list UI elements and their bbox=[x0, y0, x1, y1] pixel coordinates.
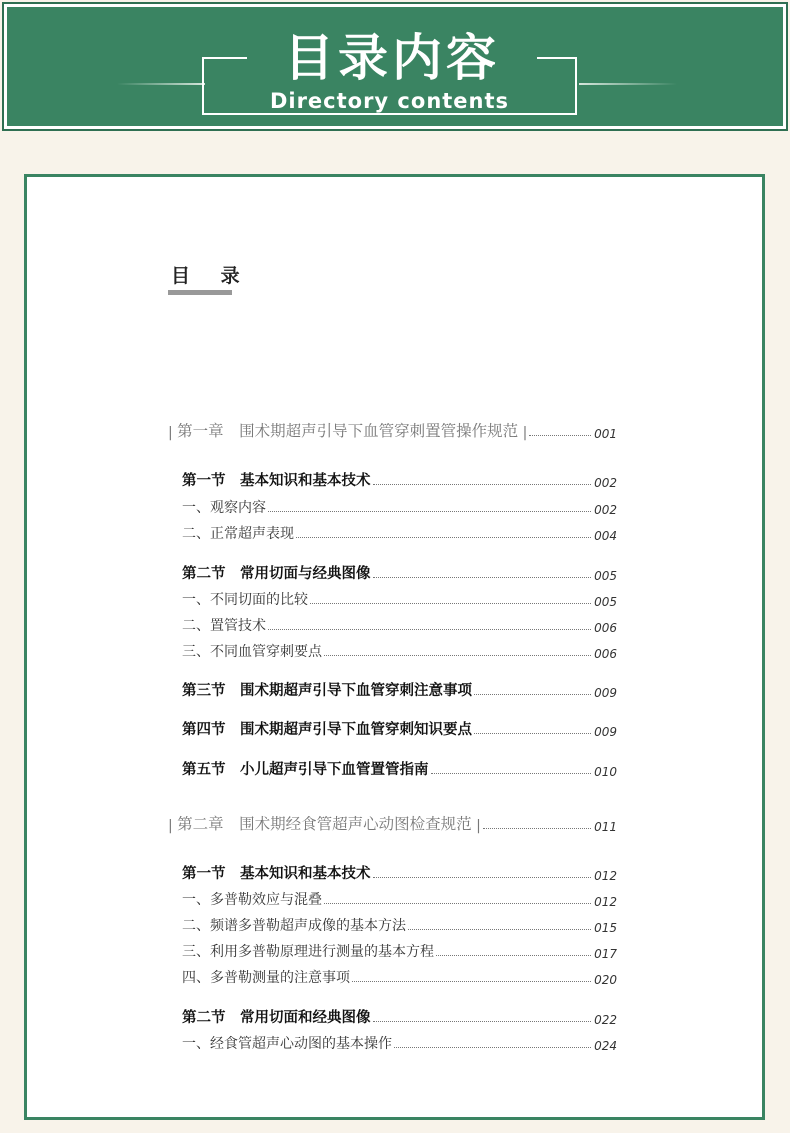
toc-entry-label: 第四节 围术期超声引导下血管穿刺知识要点 bbox=[182, 721, 472, 738]
chapter-marker-right: | bbox=[518, 425, 528, 441]
toc-entry-label: 一、不同切面的比较 bbox=[182, 592, 308, 608]
leader-dots bbox=[394, 1046, 591, 1048]
leader-dots bbox=[474, 693, 591, 695]
toc-entry-label: 第一节 基本知识和基本技术 bbox=[182, 472, 371, 489]
banner-title: 目录内容 bbox=[247, 29, 537, 87]
toc-entry-page: 006 bbox=[594, 621, 617, 635]
toc-heading-underline bbox=[168, 290, 232, 295]
toc-entry-section[interactable] bbox=[182, 563, 617, 583]
leader-dots bbox=[373, 1020, 592, 1022]
toc-entry-page: 017 bbox=[594, 947, 617, 961]
toc-entry-page: 002 bbox=[594, 476, 617, 490]
toc-entry-chapter[interactable] bbox=[168, 812, 617, 834]
toc-entry-item[interactable] bbox=[182, 615, 617, 635]
toc-entry-section[interactable] bbox=[182, 680, 617, 700]
toc-entry-label: 一、经食管超声心动图的基本操作 bbox=[182, 1036, 392, 1052]
toc-entry-page: 020 bbox=[594, 973, 617, 987]
toc-entry-section[interactable] bbox=[182, 863, 617, 883]
leader-dots bbox=[373, 576, 592, 578]
toc-entry-item[interactable] bbox=[182, 523, 617, 543]
toc-entry-label: 四、多普勒测量的注意事项 bbox=[182, 970, 350, 986]
toc-entry-page: 002 bbox=[594, 503, 617, 517]
toc-entry-item[interactable] bbox=[182, 1033, 617, 1053]
toc-entry-label: 第一节 基本知识和基本技术 bbox=[182, 865, 371, 882]
toc-entry-label: 第二章 围术期经食管超声心动图检查规范 bbox=[177, 815, 472, 833]
toc-entry-label: 二、置管技术 bbox=[182, 618, 266, 634]
header-banner bbox=[0, 0, 790, 133]
toc-entry-item[interactable] bbox=[182, 589, 617, 609]
toc-entry-page: 011 bbox=[594, 820, 617, 834]
banner-divider-right bbox=[579, 83, 677, 85]
leader-dots bbox=[324, 654, 591, 656]
chapter-marker-right: | bbox=[471, 818, 481, 834]
toc-entry-label: 二、正常超声表现 bbox=[182, 526, 294, 542]
chapter-marker-left: | bbox=[168, 425, 178, 441]
toc-page bbox=[24, 174, 765, 1120]
toc-entry-label: 三、利用多普勒原理进行测量的基本方程 bbox=[182, 944, 434, 960]
toc-entry-page: 015 bbox=[594, 921, 617, 935]
toc-entry-page: 009 bbox=[594, 725, 617, 739]
toc-entry-label: 第一章 围术期超声引导下血管穿刺置管操作规范 bbox=[177, 422, 519, 440]
toc-entry-item[interactable] bbox=[182, 915, 617, 935]
leader-dots bbox=[436, 954, 591, 956]
leader-dots bbox=[373, 876, 592, 878]
toc-entry-label: 第二节 常用切面和经典图像 bbox=[182, 1009, 371, 1026]
leader-dots bbox=[373, 483, 592, 485]
toc-entry-label: 第二节 常用切面与经典图像 bbox=[182, 565, 371, 582]
toc-entry-section[interactable] bbox=[182, 470, 617, 490]
toc-entry-item[interactable] bbox=[182, 967, 617, 987]
leader-dots bbox=[296, 536, 591, 538]
banner-subtitle: Directory contents bbox=[269, 89, 510, 113]
toc-entry-page: 005 bbox=[594, 569, 617, 583]
toc-entry-item[interactable] bbox=[182, 497, 617, 517]
banner-panel bbox=[4, 4, 786, 129]
toc-entry-page: 006 bbox=[594, 647, 617, 661]
toc-entry-page: 009 bbox=[594, 686, 617, 700]
toc-entry-page: 001 bbox=[594, 427, 617, 441]
toc-entry-page: 012 bbox=[594, 869, 617, 883]
leader-dots bbox=[310, 602, 591, 604]
toc-entry-chapter[interactable] bbox=[168, 419, 617, 441]
leader-dots bbox=[474, 732, 591, 734]
toc-heading: 目 录 bbox=[171, 265, 252, 287]
chapter-marker-left: | bbox=[168, 818, 178, 834]
leader-dots bbox=[352, 980, 591, 982]
toc-entry-page: 010 bbox=[594, 765, 617, 779]
banner-divider-left bbox=[117, 83, 205, 85]
toc-entry-page: 004 bbox=[594, 529, 617, 543]
leader-dots bbox=[483, 827, 591, 829]
toc-entry-label: 一、多普勒效应与混叠 bbox=[182, 892, 322, 908]
leader-dots bbox=[324, 902, 591, 904]
toc-entry-label: 二、频谱多普勒超声成像的基本方法 bbox=[182, 918, 406, 934]
toc-entry-item[interactable] bbox=[182, 889, 617, 909]
toc-entry-label: 三、不同血管穿刺要点 bbox=[182, 644, 322, 660]
toc-entry-page: 024 bbox=[594, 1039, 617, 1053]
toc-entry-page: 022 bbox=[594, 1013, 617, 1027]
leader-dots bbox=[268, 510, 591, 512]
leader-dots bbox=[268, 628, 591, 630]
toc-entry-section[interactable] bbox=[182, 1007, 617, 1027]
leader-dots bbox=[431, 772, 592, 774]
toc-entry-page: 012 bbox=[594, 895, 617, 909]
leader-dots bbox=[529, 434, 591, 436]
toc-entry-item[interactable] bbox=[182, 641, 617, 661]
toc-entry-section[interactable] bbox=[182, 719, 617, 739]
toc-entry-section[interactable] bbox=[182, 759, 617, 779]
toc-entry-label: 第三节 围术期超声引导下血管穿刺注意事项 bbox=[182, 682, 472, 699]
toc-entry-label: 第五节 小儿超声引导下血管置管指南 bbox=[182, 761, 429, 778]
toc-entry-item[interactable] bbox=[182, 941, 617, 961]
toc-entry-page: 005 bbox=[594, 595, 617, 609]
leader-dots bbox=[408, 928, 591, 930]
toc-entry-label: 一、观察内容 bbox=[182, 500, 266, 516]
